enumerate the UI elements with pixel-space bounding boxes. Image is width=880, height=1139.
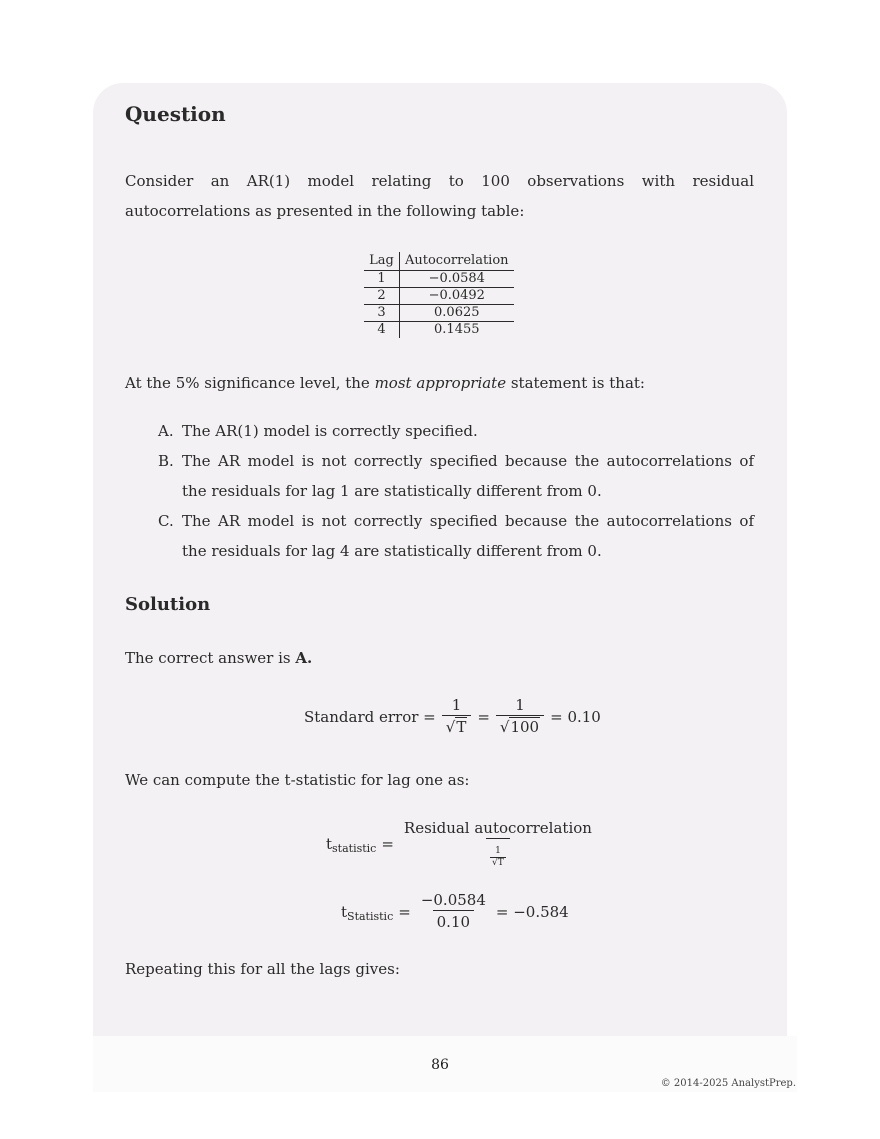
lag-cell: 4 — [364, 322, 400, 339]
autocorrelation-table — [364, 252, 514, 338]
sqrt-icon: √ — [445, 718, 456, 736]
autocorrelation-cell: −0.0584 — [400, 271, 514, 288]
sqrt-icon: √ — [492, 858, 498, 868]
sqrt-argument: T — [456, 718, 467, 736]
page-number: 86 — [431, 1057, 449, 1073]
fraction — [496, 695, 544, 738]
table-row — [364, 322, 514, 339]
answer-options — [158, 416, 754, 566]
formula-result: = 0.10 — [550, 707, 601, 726]
lag-cell: 1 — [364, 271, 400, 288]
intro-line-1: Consider an AR(1) model relating to 100 observations with residual autocorrelations — [125, 172, 754, 220]
lag-cell: 3 — [364, 305, 400, 322]
t-symbol — [341, 903, 393, 921]
table-row — [364, 271, 514, 288]
option-letter: B. — [158, 452, 174, 470]
small-fraction-numerator: 1 — [495, 846, 501, 856]
question-intro — [125, 166, 754, 226]
t-subscript: statistic — [332, 841, 377, 855]
column-header-autocorrelation: Autocorrelation — [405, 253, 509, 268]
table-row — [364, 288, 514, 305]
option-text: The AR model is not correctly specified because the autocorrelations of the residuals for lag 4 are statistically different from 0. — [182, 512, 754, 560]
sqrt-argument: 100 — [510, 718, 540, 736]
small-fraction-denominator — [490, 857, 506, 869]
table-row — [364, 305, 514, 322]
correct-answer — [125, 643, 754, 673]
autocorrelation-cell: 0.0625 — [400, 305, 514, 322]
fraction-numerator: 1 — [515, 696, 525, 714]
formula-label: Standard error = — [304, 707, 436, 726]
solution-heading: Solution — [125, 594, 211, 615]
t-symbol — [326, 835, 376, 853]
option-b — [158, 446, 754, 506]
fraction — [442, 695, 472, 738]
option-text: The AR(1) model is correctly specified. — [182, 422, 478, 440]
question-heading: Question — [125, 102, 226, 126]
table-header-row — [364, 252, 514, 271]
option-c — [158, 506, 754, 566]
tstat-formula — [326, 818, 602, 869]
autocorrelation-cell: 0.1455 — [400, 322, 514, 339]
fraction — [400, 818, 596, 869]
answer-letter: A. — [295, 649, 313, 667]
sqrt-icon: √ — [499, 718, 510, 736]
option-letter: A. — [158, 422, 174, 440]
repeat-text: Repeating this for all the lags gives: — [125, 960, 400, 978]
intro-line-2: as presented in the following table: — [255, 202, 525, 220]
copyright-notice: © 2014-2025 AnalystPrep. — [660, 1078, 796, 1089]
option-text: The AR model is not correctly specified because the autocorrelations of the residuals for lag 1 are statistically different from 0. — [182, 452, 754, 500]
prompt-text: At the 5% significance level, the — [125, 374, 375, 392]
answer-prefix: The correct answer is — [125, 649, 296, 667]
equals-sign: = — [477, 707, 490, 726]
equals-sign: = — [381, 834, 394, 853]
equals-sign: = — [398, 902, 411, 921]
fraction-denominator — [442, 715, 472, 738]
fraction-numerator: Residual autocorrelation — [403, 819, 592, 837]
tstat-intro: We can compute the t-statistic for lag one as: — [125, 771, 470, 789]
lag-cell: 2 — [364, 288, 400, 305]
fraction-denominator — [486, 838, 510, 869]
fraction-numerator: −0.0584 — [420, 891, 486, 909]
fraction-denominator: 0.10 — [433, 910, 474, 933]
small-fraction — [490, 846, 506, 869]
t-letter: t — [341, 902, 348, 921]
tstat-calculation — [341, 890, 569, 933]
sqrt-argument: T — [497, 858, 504, 868]
autocorrelation-cell: −0.0492 — [400, 288, 514, 305]
standard-error-formula — [304, 695, 601, 738]
formula-result: = −0.584 — [495, 902, 569, 921]
t-letter: t — [326, 834, 333, 853]
prompt-emphasis: most appropriate — [374, 374, 507, 392]
prompt-text-end: statement is that: — [506, 374, 645, 392]
fraction-numerator: 1 — [451, 696, 462, 714]
t-subscript: Statistic — [347, 909, 394, 923]
column-header-lag: Lag — [364, 252, 400, 271]
fraction — [417, 890, 490, 933]
option-letter: C. — [158, 512, 174, 530]
option-a — [158, 416, 754, 446]
question-prompt — [125, 368, 754, 398]
fraction-denominator — [496, 715, 544, 738]
